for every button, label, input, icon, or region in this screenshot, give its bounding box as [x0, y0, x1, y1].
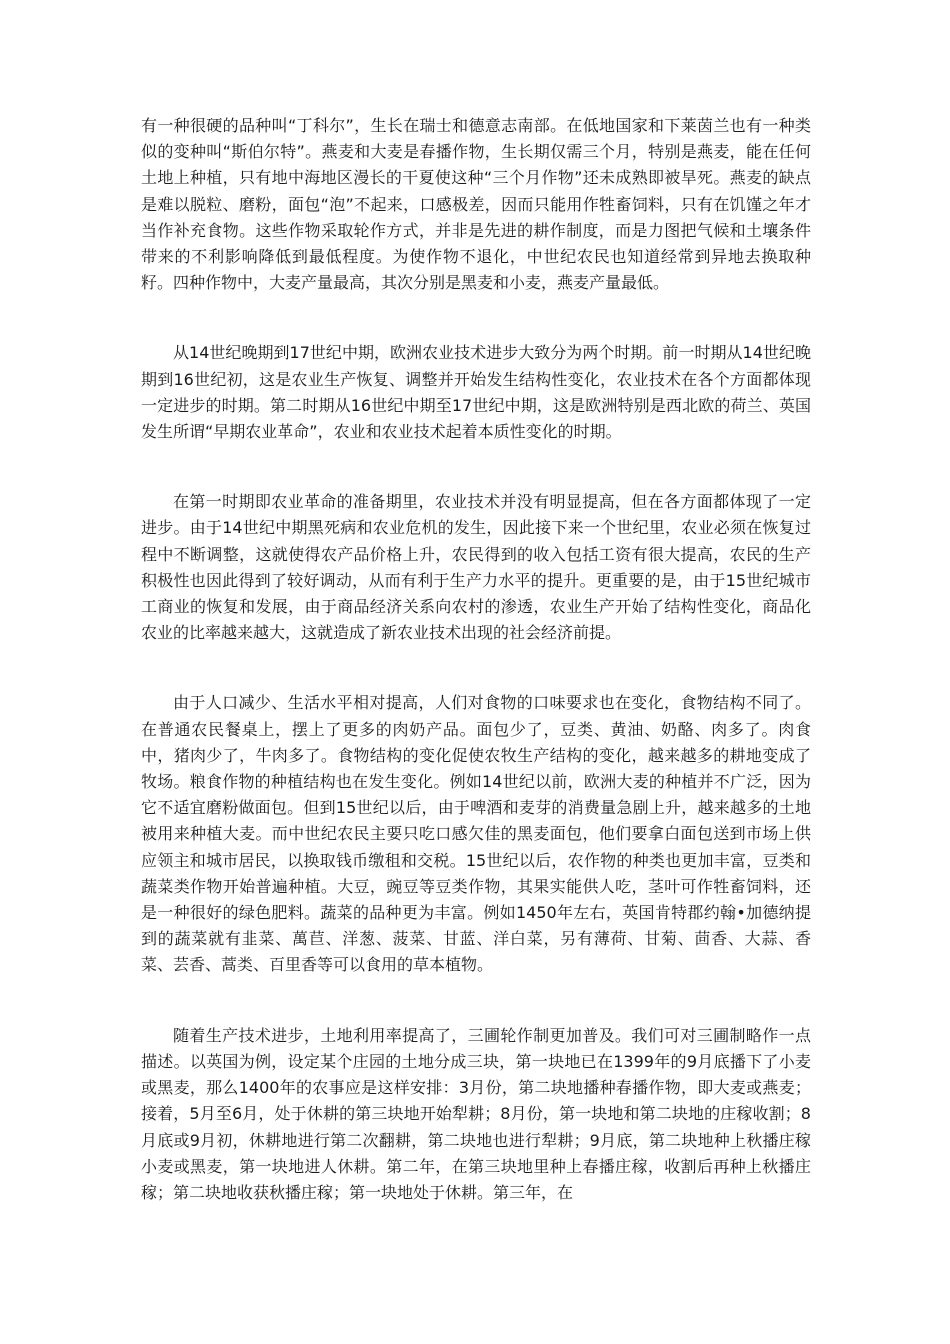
paragraph-5: 随着生产技术进步，土地利用率提高了，三圃轮作制更加普及。我们可对三圃制略作一点描述。以英国为例，设定某个庄园的土地分成三块，第一块地已在1399年的9月底播下了小麦或黑麦，那么1400年的农事应是这样安排：3月份，第二块地播种春播作物，即大麦或燕麦；接着，5月至6月，处于休耕的第三块地开始犁耕；8月份，第一块地和第二块地的庄稼收割；8月底或9月初，休耕地进行第二次翻耕，第二块地也进行犁耕；9月底，第二块地种上秋播庄稼小麦或黑麦，第一块地进人休耕。第二年，在第三块地里种上春播庄稼，收割后再种上秋播庄稼；第二块地收获秋播庄稼；第一块地处于休耕。第三年，在 — [141, 1025, 811, 1202]
paragraph-3: 在第一时期即农业革命的准备期里，农业技术并没有明显提高，但在各方面都体现了一定进步。由于14世纪中期黑死病和农业危机的发生，因此接下来一个世纪里，农业必须在恢复过程中不断调整，这就使得农产品价格上升，农民得到的收入包括工资有很大提高，农民的生产积极性也因此得到了较好调动，从而有利于生产力水平的提升。更重要的是，由于15世纪城市工商业的恢复和发展，由于商品经济关系向农村的渗透，农业生产开始了结构性变化，商品化农业的比率越来越大，这就造成了新农业技术出现的社会经济前提。 — [141, 492, 811, 643]
document-body — [141, 113, 811, 1206]
paragraph-1: 有一种很硬的品种叫“丁科尔”，生长在瑞士和德意志南部。在低地国家和下莱茵兰也有一种类似的变种叫“斯伯尔特”。燕麦和大麦是春播作物，生长期仅需三个月，特别是燕麦，能在任何土地上种植，只有地中海地区漫长的干夏使这种“三个月作物”还未成熟即被旱死。燕麦的缺点是难以脱粒、磨粉，面包“泡”不起来，口感极差，因而只能用作牲畜饲料，只有在饥馑之年才当作补充食物。这些作物采取轮作方式，并非是先进的耕作制度，而是力图把气候和土壤条件带来的不利影响降低到最低程度。为使作物不退化，中世纪农民也知道经常到异地去换取种籽。四种作物中，大麦产量最高，其次分别是黑麦和小麦，燕麦产量最低。 — [141, 116, 811, 293]
paragraph-4: 由于人口减少、生活水平相对提高，人们对食物的口味要求也在变化，食物结构不同了。在普通农民餐桌上，摆上了更多的肉奶产品。面包少了，豆类、黄油、奶酪、肉多了。肉食中，猪肉少了，牛肉多了。食物结构的变化促使农牧生产结构的变化，越来越多的耕地变成了牧场。粮食作物的种植结构也在发生变化。例如14世纪以前，欧洲大麦的种植并不广泛，因为它不适宜磨粉做面包。但到15世纪以后，由于啤酒和麦芽的消费量急剧上升，越来越多的土地被用来种植大麦。而中世纪农民主要只吃口感欠佳的黑麦面包，他们要拿白面包送到市场上供应领主和城市居民，以换取钱币缴租和交税。15世纪以后，农作物的种类也更加丰富，豆类和蔬菜类作物开始普遍种植。大豆，豌豆等豆类作物，其果实能供人吃，茎叶可作牲畜饲料，还是一种很好的绿色肥料。蔬菜的品种更为丰富。例如1450年左右，英国肯特郡约翰•加德纳提到的蔬菜就有韭菜、萬苣、洋葱、菠菜、甘蓝、洋白菜，另有薄荷、甘菊、茴香、大蒜、香菜、芸香、蒿类、百里香等可以食用的草本植物。 — [141, 693, 811, 975]
paragraph-2: 从14世纪晚期到17世纪中期，欧洲农业技术进步大致分为两个时期。前一时期从14世纪晚期到16世纪初，这是农业生产恢复、调整并开始发生结构性变化，农业技术在各个方面都体现一定进步的时期。第二时期从16世纪中期至17世纪中期，这是欧洲特别是西北欧的荷兰、英国发生所谓“早期农业革命”，农业和农业技术起着本质性变化的时期。 — [141, 343, 811, 442]
